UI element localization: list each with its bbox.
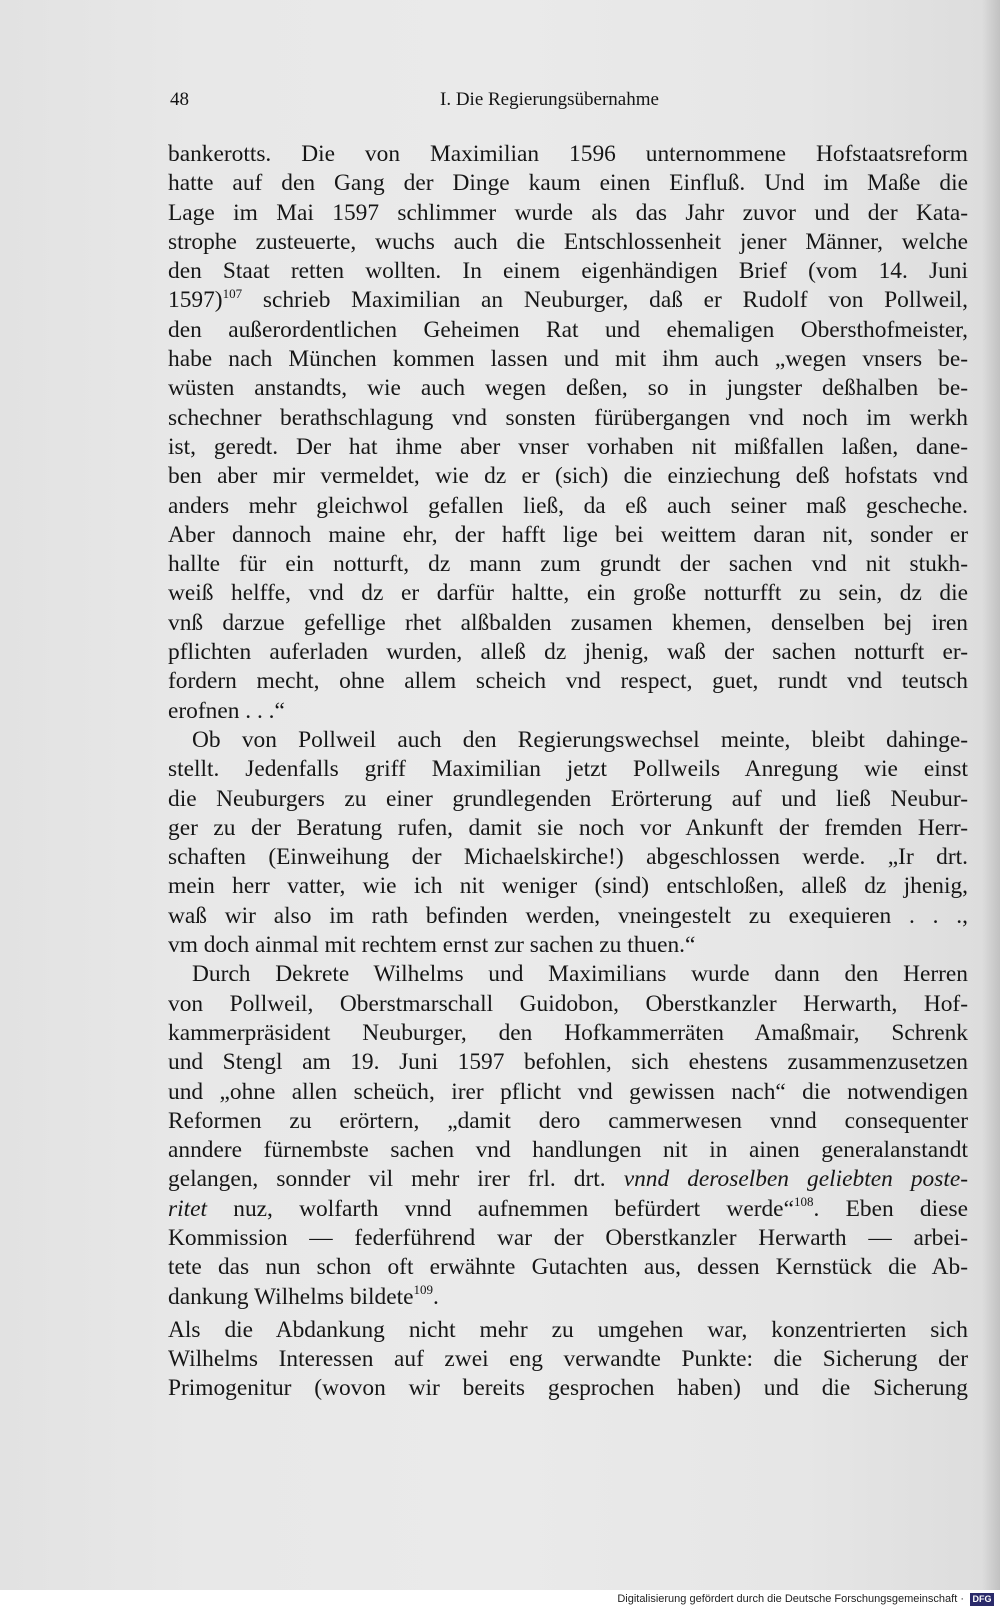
running-title: I. Die Regierungsübernahme xyxy=(440,89,659,110)
text-line: und „ohne allen scheüch, irer pflicht vnd gewissen nach“ die notwendigen xyxy=(168,1078,968,1105)
body-text xyxy=(168,140,968,1404)
text-line: strophe zusteuerte, wuchs auch die Entschlossenheit jener Männer, welche xyxy=(168,228,968,255)
text-line: tete das nun schon oft erwähnte Gutachten aus, dessen Kernstück die Ab- xyxy=(168,1254,968,1281)
text-line: Aber dannoch maine ehr, der hafft lige bei weittem daran nit, sonder er xyxy=(168,521,968,548)
footer-bar xyxy=(0,1590,1000,1610)
text-line xyxy=(168,1195,968,1224)
text-line: Wilhelms Interessen auf zwei eng verwandte Punkte: die Sicherung der xyxy=(168,1346,968,1373)
text-line: Kommission — federführend war der Oberstkanzler Herwarth — arbei- xyxy=(168,1224,968,1251)
text-line: den Staat retten wollten. In einem eigenhändigen Brief (vom 14. Juni xyxy=(168,258,968,285)
text-line xyxy=(168,1165,968,1194)
text-line: ger zu der Beratung rufen, damit sie noch vor Ankunft der fremden Herr- xyxy=(168,814,968,841)
text-line xyxy=(168,286,968,315)
text-fragment: gelangen, sonnder vil mehr irer frl. drt. xyxy=(168,1166,606,1193)
text-fragment: . xyxy=(433,1283,439,1310)
text-line: habe nach München kommen lassen und mit ihm auch „wegen vnsers be- xyxy=(168,346,968,373)
text-line: Reformen zu erörtern, „damit dero cammerwesen vnnd consequenter xyxy=(168,1107,968,1134)
footnote-ref-107: 107 xyxy=(222,285,243,301)
text-line xyxy=(168,1283,968,1312)
text-line: schechner berathschlagung vnd sonsten fürübergangen vnd noch im werkh xyxy=(168,404,968,431)
text-fragment: . Eben diese xyxy=(813,1195,968,1222)
text-line: anders mehr gleichwol gefallen ließ, da eß auch seiner maß gescheche. xyxy=(168,492,968,519)
italic-text: ritet xyxy=(168,1195,207,1222)
page-edge-shadow xyxy=(982,0,1000,1590)
text-line: kammerpräsident Neuburger, den Hofkammerräten Amaßmair, Schrenk xyxy=(168,1019,968,1046)
page-number: 48 xyxy=(170,89,189,110)
text-line: anndere fürnembste sachen vnd handlungen nit in ainen generalanstandt xyxy=(168,1137,968,1164)
text-fragment: nuz, wolfarth vnnd aufnemmen befürdert werde“ xyxy=(233,1195,794,1222)
footer-credit: Digitalisierung gefördert durch die Deutsche Forschungsgemeinschaft · xyxy=(617,1593,964,1605)
text-line: vnß darzue gefellige rhet alßbalden zusamen khemen, denselben bej iren xyxy=(168,609,968,636)
text-line: Primogenitur (wovon wir bereits gesprochen haben) und die Sicherung xyxy=(168,1375,968,1402)
footnote-ref-109: 109 xyxy=(413,1281,433,1297)
text-line: wüsten anstandts, wie auch wegen deßen, so in jungster deßhalben be- xyxy=(168,375,968,402)
text-line: und Stengl am 19. Juni 1597 befohlen, sich ehestens zusammenzusetzen xyxy=(168,1049,968,1076)
text-line: von Pollweil, Oberstmarschall Guidobon, Oberstkanzler Herwarth, Hof- xyxy=(168,990,968,1017)
text-line: bankerotts. Die von Maximilian 1596 unternommene Hofstaatsreform xyxy=(168,141,968,167)
text-fragment: dankung Wilhelms bildete xyxy=(168,1283,414,1310)
text-line: den außerordentlichen Geheimen Rat und ehemaligen Obersthofmeister, xyxy=(168,316,968,343)
text-line: Lage im Mai 1597 schlimmer wurde als das Jahr zuvor und der Kata- xyxy=(168,199,968,226)
text-line: waß wir also im rath befinden werden, vneingestelt zu exequieren . . ., xyxy=(168,902,968,929)
footnote-ref-108: 108 xyxy=(793,1193,814,1209)
text-line: erofnen . . .“ xyxy=(168,697,285,724)
text-line: mein herr vatter, wie ich nit weniger (sind) entschloßen, alleß dz jhenig, xyxy=(168,873,968,900)
italic-text: vnnd deroselben geliebten poste- xyxy=(623,1166,968,1193)
text-fragment: schrieb Maximilian an Neuburger, daß er Rudolf von Pollweil, xyxy=(262,287,968,314)
text-line: Ob von Pollweil auch den Regierungswechsel meinte, bleibt dahinge- xyxy=(192,726,968,753)
text-line: Als die Abdankung nicht mehr zu umgehen war, konzentrierten sich xyxy=(168,1316,968,1343)
text-line: weiß helffe, vnd dz er darfür haltte, ein große notturfft zu sein, dz die xyxy=(168,580,968,607)
text-line: pflichten auferladen wurden, alleß dz jhenig, waß der sachen notturft er- xyxy=(168,639,968,666)
text-line: hatte auf den Gang der Dinge kaum einen Einfluß. Und im Maße die xyxy=(168,170,968,197)
text-line: schaften (Einweihung der Michaelskirche!) abgeschlossen werde. „Ir drt. xyxy=(168,844,968,871)
page-header xyxy=(168,89,968,119)
text-line: stellt. Jedenfalls griff Maximilian jetzt Pollweils Anregung wie einst xyxy=(168,756,968,783)
dfg-logo: DFG xyxy=(970,1593,994,1606)
text-line: die Neuburgers zu einer grundlegenden Erörterung auf und ließ Neubur- xyxy=(168,785,968,812)
text-line: ist, geredt. Der hat ihme aber vnser vorhaben nit mißfallen laßen, dane- xyxy=(168,433,968,460)
text-fragment: 1597) xyxy=(168,287,223,314)
text-line: hallte für ein notturft, dz mann zum grundt der sachen vnd nit stukh- xyxy=(168,551,968,578)
text-line: Durch Dekrete Wilhelms und Maximilians wurde dann den Herren xyxy=(192,961,968,988)
text-line: ben aber mir vermeldet, wie dz er (sich) die einziechung deß hofstats vnd xyxy=(168,463,968,490)
text-line: vm doch ainmal mit rechtem ernst zur sachen zu thuen.“ xyxy=(168,932,696,959)
text-line: fordern mecht, ohne allem scheich vnd respect, guet, rundt vnd teutsch xyxy=(168,668,968,695)
